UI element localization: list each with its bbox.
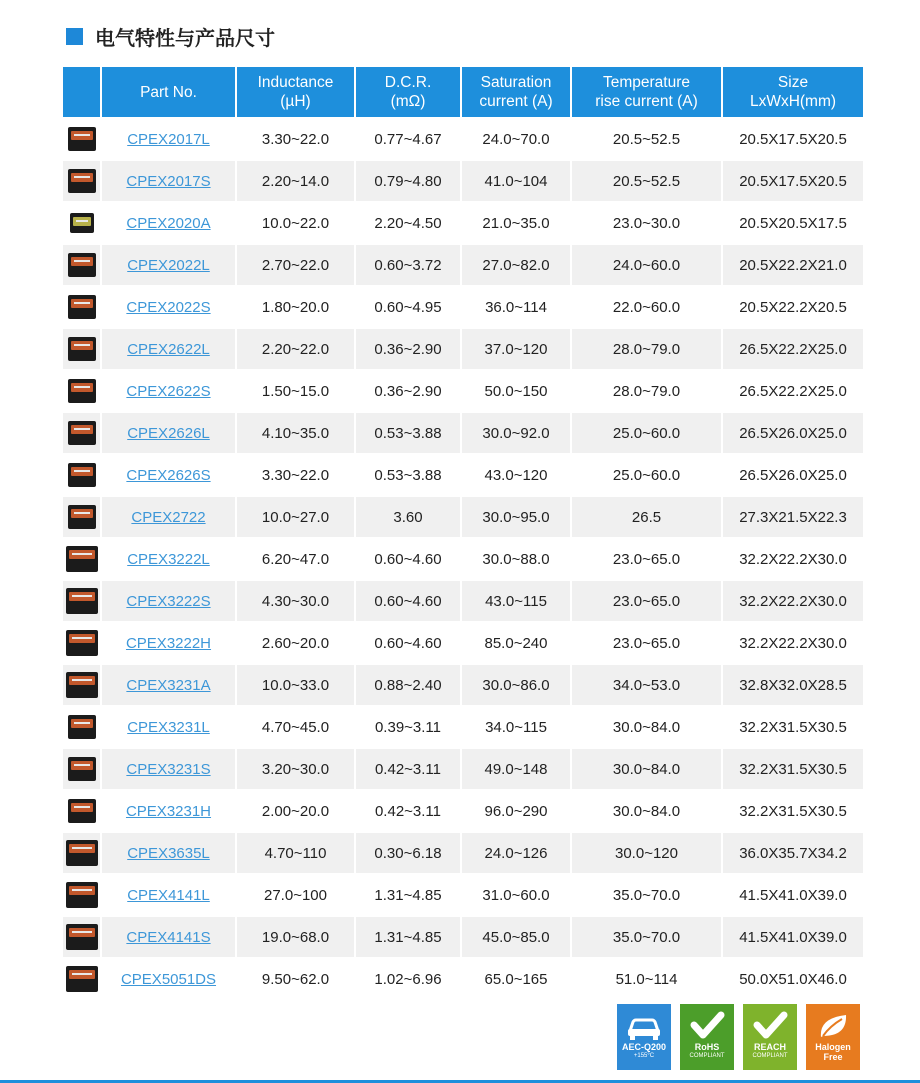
badge-halogen-sub: Free — [823, 1052, 843, 1062]
inductance-cell: 10.0~27.0 — [236, 496, 355, 538]
table-row — [63, 202, 863, 244]
saturation-current-cell: 96.0~290 — [461, 790, 571, 832]
table-row — [63, 958, 863, 999]
inductor-image — [68, 757, 96, 781]
certification-badges — [617, 1004, 860, 1070]
inductor-image — [68, 169, 96, 193]
badge-reach-label: REACH — [753, 1042, 786, 1052]
temperature-rise-current-cell: 25.0~60.0 — [571, 454, 722, 496]
inductor-image — [68, 505, 96, 529]
part-number-cell — [101, 622, 236, 664]
aec-q200-badge — [617, 1004, 671, 1070]
size-cell: 20.5X17.5X20.5 — [722, 160, 863, 202]
saturation-current-cell: 34.0~115 — [461, 706, 571, 748]
inductor-image — [66, 630, 98, 656]
spec-table — [63, 67, 863, 999]
inductance-cell: 1.80~20.0 — [236, 286, 355, 328]
size-cell: 20.5X17.5X20.5 — [722, 118, 863, 160]
saturation-current-cell: 50.0~150 — [461, 370, 571, 412]
dcr-cell: 3.60 — [355, 496, 461, 538]
size-cell: 41.5X41.0X39.0 — [722, 874, 863, 916]
part-number-cell — [101, 832, 236, 874]
part-number-link[interactable]: CPEX2622S — [126, 382, 211, 400]
inductor-image — [68, 337, 96, 361]
product-thumbnail-cell — [63, 538, 101, 580]
inductance-cell: 19.0~68.0 — [236, 916, 355, 958]
temperature-rise-current-cell: 22.0~60.0 — [571, 286, 722, 328]
part-number-link[interactable]: CPEX2722 — [131, 508, 206, 526]
inductance-cell: 3.30~22.0 — [236, 118, 355, 160]
section-heading — [66, 22, 275, 50]
checkmark-icon — [680, 1010, 734, 1042]
table-row — [63, 328, 863, 370]
table-row — [63, 412, 863, 454]
saturation-current-cell: 30.0~88.0 — [461, 538, 571, 580]
temperature-rise-current-cell: 23.0~65.0 — [571, 622, 722, 664]
dcr-cell: 1.31~4.85 — [355, 874, 461, 916]
size-cell: 26.5X22.2X25.0 — [722, 370, 863, 412]
product-thumbnail-cell — [63, 790, 101, 832]
size-cell: 41.5X41.0X39.0 — [722, 916, 863, 958]
saturation-current-cell: 65.0~165 — [461, 958, 571, 999]
saturation-current-cell: 30.0~86.0 — [461, 664, 571, 706]
table-row — [63, 874, 863, 916]
inductance-cell: 2.70~22.0 — [236, 244, 355, 286]
badge-halogen-label: Halogen — [815, 1042, 851, 1052]
inductance-cell: 9.50~62.0 — [236, 958, 355, 999]
table-row — [63, 748, 863, 790]
saturation-current-cell: 43.0~120 — [461, 454, 571, 496]
temperature-rise-current-cell: 20.5~52.5 — [571, 118, 722, 160]
table-row — [63, 244, 863, 286]
badge-rohs-sub: COMPLIANT — [689, 1053, 725, 1059]
product-thumbnail-cell — [63, 412, 101, 454]
product-thumbnail-cell — [63, 496, 101, 538]
table-row — [63, 160, 863, 202]
table-row — [63, 118, 863, 160]
saturation-current-cell: 30.0~92.0 — [461, 412, 571, 454]
part-number-link[interactable]: CPEX3222S — [126, 592, 211, 610]
part-number-cell — [101, 580, 236, 622]
reach-badge — [743, 1004, 797, 1070]
product-thumbnail-cell — [63, 454, 101, 496]
size-cell: 32.8X32.0X28.5 — [722, 664, 863, 706]
inductor-image — [66, 882, 98, 908]
part-number-cell — [101, 916, 236, 958]
badge-rohs-label: RoHS — [694, 1042, 720, 1052]
size-cell: 27.3X21.5X22.3 — [722, 496, 863, 538]
size-cell: 32.2X31.5X30.5 — [722, 706, 863, 748]
inductor-image — [68, 253, 96, 277]
temperature-rise-current-cell: 20.5~52.5 — [571, 160, 722, 202]
size-cell: 50.0X51.0X46.0 — [722, 958, 863, 999]
inductance-cell: 4.70~110 — [236, 832, 355, 874]
inductance-cell: 3.20~30.0 — [236, 748, 355, 790]
table-row — [63, 664, 863, 706]
part-number-link[interactable]: CPEX2022L — [127, 256, 210, 274]
table-row — [63, 790, 863, 832]
product-thumbnail-cell — [63, 202, 101, 244]
temperature-rise-current-cell: 30.0~120 — [571, 832, 722, 874]
product-thumbnail-cell — [63, 328, 101, 370]
temperature-rise-current-cell: 25.0~60.0 — [571, 412, 722, 454]
table-row — [63, 454, 863, 496]
temperature-rise-current-cell: 26.5 — [571, 496, 722, 538]
dcr-cell: 0.88~2.40 — [355, 664, 461, 706]
product-thumbnail-cell — [63, 874, 101, 916]
part-number-link[interactable]: CPEX2626L — [127, 424, 210, 442]
dcr-cell: 0.36~2.90 — [355, 328, 461, 370]
size-cell: 32.2X22.2X30.0 — [722, 622, 863, 664]
section-title: 电气特性与产品尺寸 — [95, 25, 275, 50]
inductor-image — [66, 672, 98, 698]
temperature-rise-current-cell: 35.0~70.0 — [571, 874, 722, 916]
size-cell: 32.2X22.2X30.0 — [722, 538, 863, 580]
part-number-link[interactable]: CPEX2020A — [126, 214, 211, 232]
inductor-image — [68, 295, 96, 319]
column-header-image — [63, 67, 101, 118]
inductor-image — [66, 588, 98, 614]
part-number-link[interactable]: CPEX3222H — [125, 634, 212, 652]
temperature-rise-current-cell: 28.0~79.0 — [571, 370, 722, 412]
leaf-icon — [806, 1010, 860, 1042]
product-thumbnail-cell — [63, 286, 101, 328]
saturation-current-cell: 27.0~82.0 — [461, 244, 571, 286]
part-number-cell — [101, 244, 236, 286]
part-number-cell — [101, 328, 236, 370]
saturation-current-cell: 49.0~148 — [461, 748, 571, 790]
part-number-cell — [101, 706, 236, 748]
inductor-image — [66, 840, 98, 866]
size-cell: 32.2X31.5X30.5 — [722, 748, 863, 790]
inductor-image — [70, 213, 94, 233]
saturation-current-cell: 24.0~70.0 — [461, 118, 571, 160]
saturation-current-cell: 31.0~60.0 — [461, 874, 571, 916]
column-header-size: Size LxWxH(mm) — [722, 67, 863, 118]
dcr-cell: 0.60~4.95 — [355, 286, 461, 328]
inductance-cell: 2.60~20.0 — [236, 622, 355, 664]
dcr-cell: 0.39~3.11 — [355, 706, 461, 748]
inductance-cell: 10.0~33.0 — [236, 664, 355, 706]
inductance-cell: 1.50~15.0 — [236, 370, 355, 412]
car-icon — [617, 1010, 671, 1042]
dcr-cell: 2.20~4.50 — [355, 202, 461, 244]
part-number-cell — [101, 874, 236, 916]
product-thumbnail-cell — [63, 664, 101, 706]
table-row — [63, 916, 863, 958]
product-thumbnail-cell — [63, 958, 101, 999]
size-cell: 26.5X26.0X25.0 — [722, 454, 863, 496]
part-number-link[interactable]: CPEX2626S — [126, 466, 211, 484]
temperature-rise-current-cell: 23.0~30.0 — [571, 202, 722, 244]
column-header-dcr: D.C.R. (mΩ) — [355, 67, 461, 118]
saturation-current-cell: 21.0~35.0 — [461, 202, 571, 244]
part-number-link[interactable]: CPEX3231H — [125, 802, 212, 820]
product-thumbnail-cell — [63, 748, 101, 790]
part-number-cell — [101, 160, 236, 202]
rohs-badge — [680, 1004, 734, 1070]
size-cell: 20.5X22.2X21.0 — [722, 244, 863, 286]
table-row — [63, 832, 863, 874]
size-cell: 32.2X22.2X30.0 — [722, 580, 863, 622]
saturation-current-cell: 41.0~104 — [461, 160, 571, 202]
dcr-cell: 0.30~6.18 — [355, 832, 461, 874]
table-row — [63, 622, 863, 664]
part-number-link[interactable]: CPEX3231S — [126, 760, 211, 778]
inductance-cell: 4.10~35.0 — [236, 412, 355, 454]
size-cell: 20.5X22.2X20.5 — [722, 286, 863, 328]
inductance-cell: 4.30~30.0 — [236, 580, 355, 622]
saturation-current-cell: 45.0~85.0 — [461, 916, 571, 958]
inductance-cell: 2.00~20.0 — [236, 790, 355, 832]
product-thumbnail-cell — [63, 244, 101, 286]
badge-reach-sub: COMPLIANT — [752, 1053, 788, 1059]
part-number-link[interactable]: CPEX2622L — [127, 340, 210, 358]
part-number-link[interactable]: CPEX2017S — [126, 172, 211, 190]
inductor-image — [66, 924, 98, 950]
product-thumbnail-cell — [63, 832, 101, 874]
size-cell: 20.5X20.5X17.5 — [722, 202, 863, 244]
part-number-cell — [101, 370, 236, 412]
size-cell: 32.2X31.5X30.5 — [722, 790, 863, 832]
temperature-rise-current-cell: 34.0~53.0 — [571, 664, 722, 706]
part-number-link[interactable]: CPEX3231L — [127, 718, 210, 736]
saturation-current-cell: 37.0~120 — [461, 328, 571, 370]
part-number-cell — [101, 202, 236, 244]
column-header-inductance: Inductance (µH) — [236, 67, 355, 118]
dcr-cell: 1.02~6.96 — [355, 958, 461, 999]
temperature-rise-current-cell: 23.0~65.0 — [571, 580, 722, 622]
halogen-free-badge — [806, 1004, 860, 1070]
part-number-link[interactable]: CPEX3222L — [127, 550, 210, 568]
temperature-rise-current-cell: 24.0~60.0 — [571, 244, 722, 286]
part-number-cell — [101, 958, 236, 999]
checkmark-icon — [743, 1010, 797, 1042]
temperature-rise-current-cell: 30.0~84.0 — [571, 706, 722, 748]
inductor-image — [68, 715, 96, 739]
table-row — [63, 538, 863, 580]
part-number-cell — [101, 748, 236, 790]
inductor-image — [68, 463, 96, 487]
temperature-rise-current-cell: 30.0~84.0 — [571, 748, 722, 790]
temperature-rise-current-cell: 51.0~114 — [571, 958, 722, 999]
inductance-cell: 27.0~100 — [236, 874, 355, 916]
column-header-temperature-rise-current: Temperature rise current (A) — [571, 67, 722, 118]
part-number-cell — [101, 454, 236, 496]
inductance-cell: 4.70~45.0 — [236, 706, 355, 748]
part-number-cell — [101, 286, 236, 328]
badge-aec-sub: +155°C — [633, 1053, 655, 1059]
dcr-cell: 0.60~3.72 — [355, 244, 461, 286]
column-header-part-no: Part No. — [101, 67, 236, 118]
temperature-rise-current-cell: 35.0~70.0 — [571, 916, 722, 958]
saturation-current-cell: 43.0~115 — [461, 580, 571, 622]
saturation-current-cell: 24.0~126 — [461, 832, 571, 874]
part-number-link[interactable]: CPEX4141L — [127, 886, 210, 904]
dcr-cell: 0.36~2.90 — [355, 370, 461, 412]
saturation-current-cell: 30.0~95.0 — [461, 496, 571, 538]
table-header-row — [63, 67, 863, 118]
product-thumbnail-cell — [63, 706, 101, 748]
saturation-current-cell: 36.0~114 — [461, 286, 571, 328]
dcr-cell: 0.53~3.88 — [355, 454, 461, 496]
part-number-cell — [101, 538, 236, 580]
dcr-cell: 0.42~3.11 — [355, 748, 461, 790]
inductor-image — [66, 546, 98, 572]
inductance-cell: 10.0~22.0 — [236, 202, 355, 244]
heading-square-icon — [66, 28, 83, 45]
part-number-cell — [101, 412, 236, 454]
table-row — [63, 370, 863, 412]
table-row — [63, 286, 863, 328]
inductor-image — [68, 799, 96, 823]
inductor-image — [68, 127, 96, 151]
part-number-cell — [101, 664, 236, 706]
table-row — [63, 580, 863, 622]
table-row — [63, 706, 863, 748]
inductor-image — [66, 966, 98, 992]
dcr-cell: 0.79~4.80 — [355, 160, 461, 202]
part-number-link[interactable]: CPEX3635L — [127, 844, 210, 862]
product-thumbnail-cell — [63, 370, 101, 412]
part-number-link[interactable]: CPEX2017L — [127, 130, 210, 148]
product-thumbnail-cell — [63, 580, 101, 622]
inductance-cell: 2.20~22.0 — [236, 328, 355, 370]
product-thumbnail-cell — [63, 916, 101, 958]
part-number-link[interactable]: CPEX3231A — [126, 676, 211, 694]
inductance-cell: 3.30~22.0 — [236, 454, 355, 496]
inductance-cell: 6.20~47.0 — [236, 538, 355, 580]
saturation-current-cell: 85.0~240 — [461, 622, 571, 664]
size-cell: 36.0X35.7X34.2 — [722, 832, 863, 874]
part-number-cell — [101, 496, 236, 538]
dcr-cell: 0.53~3.88 — [355, 412, 461, 454]
part-number-link[interactable]: CPEX2022S — [126, 298, 211, 316]
temperature-rise-current-cell: 30.0~84.0 — [571, 790, 722, 832]
dcr-cell: 0.60~4.60 — [355, 622, 461, 664]
inductance-cell: 2.20~14.0 — [236, 160, 355, 202]
size-cell: 26.5X22.2X25.0 — [722, 328, 863, 370]
column-header-saturation-current: Saturation current (A) — [461, 67, 571, 118]
inductor-image — [68, 421, 96, 445]
product-thumbnail-cell — [63, 622, 101, 664]
badge-aec-label: AEC-Q200 — [621, 1042, 666, 1052]
part-number-cell — [101, 118, 236, 160]
temperature-rise-current-cell: 23.0~65.0 — [571, 538, 722, 580]
dcr-cell: 0.60~4.60 — [355, 538, 461, 580]
dcr-cell: 1.31~4.85 — [355, 916, 461, 958]
part-number-cell — [101, 790, 236, 832]
table-row — [63, 496, 863, 538]
dcr-cell: 0.42~3.11 — [355, 790, 461, 832]
part-number-link[interactable]: CPEX4141S — [126, 928, 211, 946]
temperature-rise-current-cell: 28.0~79.0 — [571, 328, 722, 370]
inductor-image — [68, 379, 96, 403]
product-thumbnail-cell — [63, 160, 101, 202]
size-cell: 26.5X26.0X25.0 — [722, 412, 863, 454]
part-number-link[interactable]: CPEX5051DS — [120, 970, 217, 988]
dcr-cell: 0.77~4.67 — [355, 118, 461, 160]
product-thumbnail-cell — [63, 118, 101, 160]
dcr-cell: 0.60~4.60 — [355, 580, 461, 622]
